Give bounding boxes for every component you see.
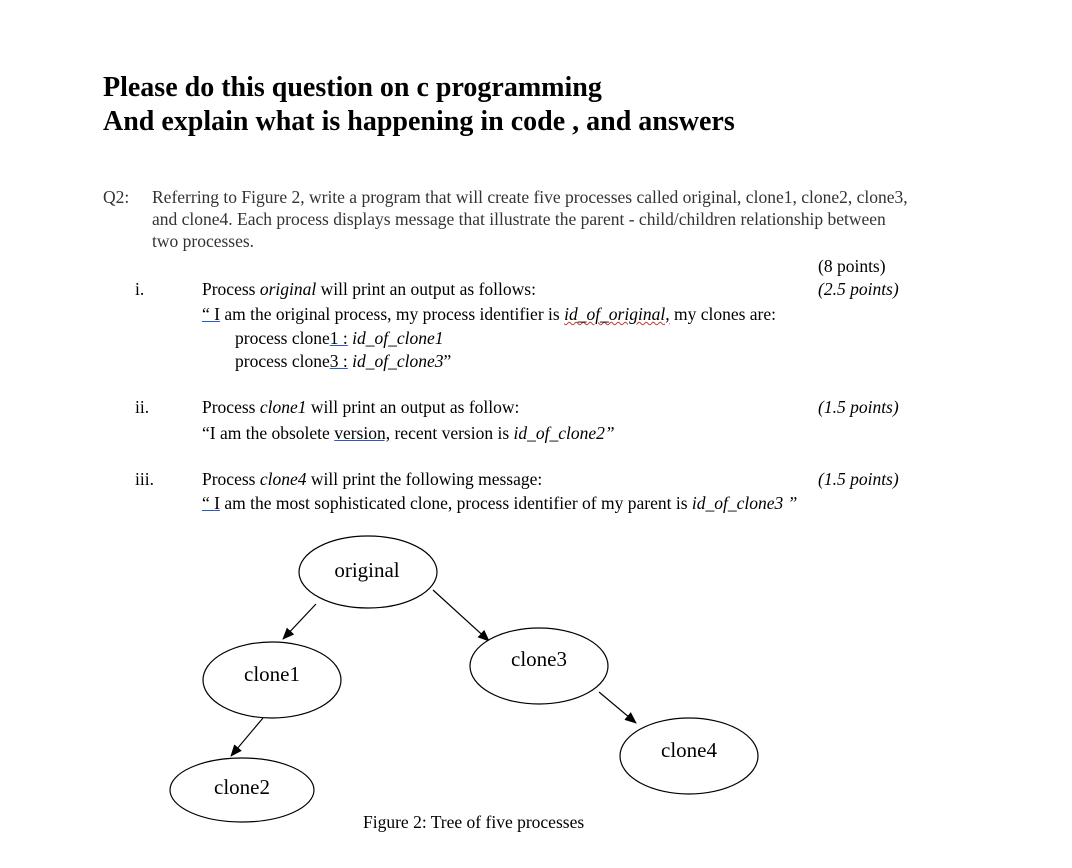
part-i-quote-tail: my clones are: [669, 304, 776, 324]
part-ii-quote: “I am the obsolete version, recent version is id_of_clone2” [202, 423, 615, 443]
figure-caption: Figure 2: Tree of five processes [363, 812, 585, 832]
node-original [299, 536, 437, 608]
edge-original-clone3 [433, 590, 489, 641]
part-i-clone1-id: id_of_clone1 [347, 328, 444, 348]
part-ii-intro: Process clone1 will print an output as follow: [202, 397, 520, 417]
part-ii-quote-id: id_of_clone2” [513, 423, 615, 443]
node-original-label: original [334, 558, 400, 582]
part-iii-intro: Process clone4 will print the following message: [202, 469, 543, 489]
part-iii-numeral: iii. [135, 469, 154, 489]
total-points: (8 points) [818, 256, 886, 276]
part-i-clone3-num: 3 : [329, 351, 348, 371]
node-clone3 [470, 628, 608, 704]
node-clone1-label: clone1 [244, 662, 300, 686]
part-i-points: (2.5 points) [818, 279, 899, 299]
part-i-process-name: original [259, 279, 317, 299]
node-clone4-label: clone4 [661, 738, 717, 762]
part-ii-numeral: ii. [135, 397, 150, 417]
part-i-clone3-id: id_of_clone3 [347, 351, 444, 371]
part-i-quote-id: id_of_original, [564, 304, 670, 324]
part-i-clone1-num: 1 : [329, 328, 348, 348]
part-i-quote-text: am the original process, my process identifier is [219, 304, 565, 324]
part-ii-points: (1.5 points) [818, 397, 899, 417]
part-i-numeral: i. [135, 279, 145, 299]
edge-original-clone1 [283, 604, 316, 639]
part-ii-process-name: clone1 [259, 397, 307, 417]
node-clone2-label: clone2 [214, 775, 270, 799]
heading-line-1: Please do this question on c programming [103, 72, 602, 103]
node-clone3-label: clone3 [511, 647, 567, 671]
heading-line-2: And explain what is happening in code , and answers [103, 106, 735, 137]
part-iii-quote-id: id_of_clone3 ” [691, 493, 798, 513]
part-iii-quote-open: “ I [202, 493, 220, 513]
part-i-quote-line-2: process clone1 : id_of_clone1 [235, 328, 444, 348]
part-iii-process-name: clone4 [259, 469, 307, 489]
part-i-quote-open: “ I [202, 304, 220, 324]
node-clone2 [170, 758, 314, 822]
part-iii-quote: “ I am the most sophisticated clone, process identifier of my parent is id_of_clone3 ” [202, 493, 798, 513]
part-iii-points: (1.5 points) [818, 469, 899, 489]
part-i-quote-line-3: process clone3 : id_of_clone3” [235, 351, 452, 371]
part-ii-version-word: version, [334, 423, 391, 443]
question-number: Q2: [103, 187, 130, 207]
node-clone1 [203, 642, 341, 718]
node-clone4 [620, 718, 758, 794]
edge-clone3-clone4 [599, 692, 636, 723]
part-i-intro-post: will print an output as follows: [316, 279, 536, 299]
part-i-intro-pre: Process [202, 279, 260, 299]
question-text-line-3: two processes. [152, 231, 255, 251]
question-text-line-2: and clone4. Each process displays message that illustrate the parent - child/children relationship between [152, 209, 886, 229]
edge-clone1-clone2 [231, 718, 263, 756]
question-text-line-1: Referring to Figure 2, write a program that will create five processes called original, clone1, clone2, clone3, [152, 187, 908, 207]
